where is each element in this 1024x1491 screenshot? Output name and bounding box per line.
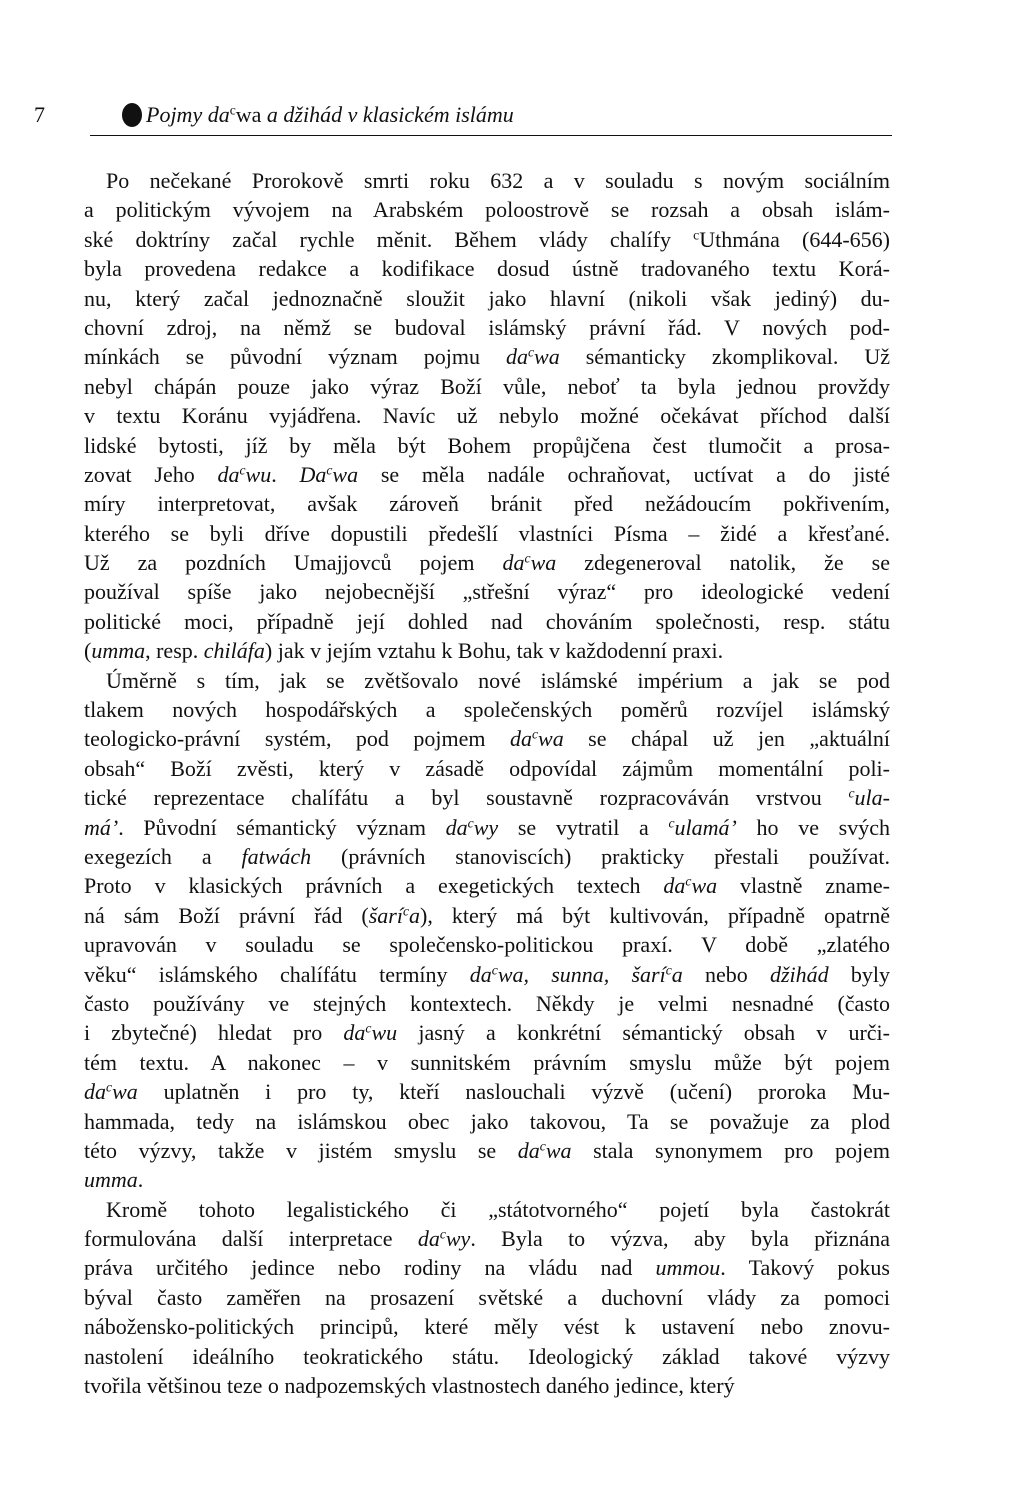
superscript-ayn: c xyxy=(665,962,672,978)
text-line xyxy=(84,754,890,783)
text-line xyxy=(84,1107,890,1136)
superscript-ayn: c xyxy=(531,726,539,742)
superscript-ayn: c xyxy=(326,462,333,478)
text-run: Proto v klasických právních a exegetických textech xyxy=(84,873,664,899)
text-run: hammada, tedy na islámskou obec jako takovou, Ta se považuje za plod xyxy=(84,1108,890,1134)
italic-term: ula- xyxy=(854,785,890,811)
text-run: býval často zaměřen na prosazení světské a duchovní vlády za pomoci xyxy=(84,1284,890,1310)
text-line xyxy=(84,372,890,401)
text-line xyxy=(84,695,890,724)
superscript-ayn: c xyxy=(239,462,246,478)
superscript-ayn: c xyxy=(467,815,474,831)
italic-term: wa, sunna, šarí xyxy=(497,961,666,987)
text-line xyxy=(84,489,890,518)
text-line xyxy=(84,313,890,342)
italic-term: da xyxy=(502,550,525,576)
text-line xyxy=(84,342,890,371)
superscript-ayn: c xyxy=(106,1079,113,1095)
italic-term: wa xyxy=(691,873,718,899)
text-line xyxy=(84,1136,890,1165)
text-line xyxy=(84,607,890,636)
text-line xyxy=(84,1195,890,1224)
italic-term: a xyxy=(671,961,683,987)
text-run: vlastně zname- xyxy=(717,873,890,899)
text-run: lidské bytosti, jíž by měla být Bohem propůjčena čest tlumočit a prosa- xyxy=(84,432,890,458)
text-run: práva určitého jedince nebo rodiny na vládu nad xyxy=(84,1255,656,1281)
text-run: Úměrně s tím, jak se zvětšovalo nové islámské impérium a jak se pod xyxy=(106,667,890,693)
italic-term: umma xyxy=(91,638,146,664)
text-run: nu, který začal jednoznačně sloužit jako hlavní (nikoli však jediný) du- xyxy=(84,285,890,311)
text-run: byly xyxy=(828,961,891,987)
text-run: upravován v souladu se společensko-politickou praxí. V době „zlatého xyxy=(84,932,890,958)
text-run: obsah“ Boží zvěsti, který v zásadě odpovídal zájmům momentální poli- xyxy=(84,755,890,781)
text-run: tém textu. A nakonec – v sunnitském právním smyslu může být pojem xyxy=(84,1049,890,1075)
text-run: politické moci, případně její dohled nad chováním společnosti, resp. státu xyxy=(84,608,890,634)
text-run: formulována další interpretace xyxy=(84,1226,418,1252)
text-line xyxy=(84,431,890,460)
text-run: Uthmána (644-656) xyxy=(699,226,890,252)
text-run: ské doktríny začal rychle měnit. Během vlády chalífy xyxy=(84,226,694,252)
text-line xyxy=(84,195,890,224)
text-run: nábožensko-politických principů, které měly vést k ustavení nebo znovu- xyxy=(84,1314,890,1340)
text-line xyxy=(84,960,890,989)
text-line xyxy=(84,1048,890,1077)
text-run: v textu Koránu vyjádřena. Navíc už nebylo možné očekávat příchod další xyxy=(84,403,890,429)
italic-term: wu xyxy=(371,1020,398,1046)
text-run: míry interpretovat, avšak zároveň bránit před nežádoucím pokřivením, xyxy=(84,491,890,517)
text-line xyxy=(84,783,890,812)
text-run: uplatněn i pro ty, kteří naslouchali výzvě (učení) proroka Mu- xyxy=(137,1079,890,1105)
superscript-ayn: c xyxy=(539,1138,546,1154)
text-run: mínkách se původní význam pojmu xyxy=(84,344,506,370)
superscript-ayn: c xyxy=(439,1226,446,1242)
italic-term: da xyxy=(663,873,686,899)
text-run: ho ve svých xyxy=(736,814,890,840)
text-line xyxy=(84,254,890,283)
text-run: . xyxy=(137,1167,144,1193)
italic-term: má’ xyxy=(84,814,119,840)
italic-term: da xyxy=(343,1020,366,1046)
text-run: kterého se byli dříve dopustili předešlí vlastníci Písma – židé a křesťané. xyxy=(84,520,890,546)
italic-term: da xyxy=(445,814,468,840)
text-line xyxy=(84,842,890,871)
text-run: nastolení ideálního teokratického státu. Ideologický základ takové výzvy xyxy=(84,1343,890,1369)
text-run: zovat Jeho xyxy=(84,461,218,487)
italic-term: wy xyxy=(445,1226,471,1252)
text-run: zdegeneroval natolik, že se xyxy=(556,550,890,576)
superscript-ayn: c xyxy=(848,785,855,801)
italic-term: chiláfa xyxy=(203,638,265,664)
italic-term: umma xyxy=(84,1167,138,1193)
text-run: ná sám Boží právní řád ( xyxy=(84,902,369,928)
text-run: věku“ islámského chalífátu termíny xyxy=(84,961,470,987)
text-run: tické reprezentace chalífátu a byl soustavně rozpracováván vrstvou xyxy=(84,785,849,811)
text-line xyxy=(84,1371,890,1400)
italic-term: da xyxy=(469,961,492,987)
italic-term: da xyxy=(217,461,240,487)
italic-term: ummou xyxy=(655,1255,721,1281)
text-line xyxy=(84,724,890,753)
text-line xyxy=(84,1224,890,1253)
superscript-ayn: c xyxy=(693,227,700,243)
text-run: tvořila většinou teze o nadpozemských vlastnostech daného jedince, který xyxy=(84,1373,735,1399)
text-line xyxy=(84,577,890,606)
text-run: se chápal už jen „aktuální xyxy=(563,726,890,752)
text-line xyxy=(84,166,890,195)
text-run: . Byla to výzva, aby byla přiznána xyxy=(470,1226,890,1252)
italic-term: da xyxy=(417,1226,440,1252)
text-run: nebo xyxy=(682,961,770,987)
text-line xyxy=(84,989,890,1018)
title-part: Pojmy da xyxy=(146,102,230,127)
text-line xyxy=(84,548,890,577)
text-line xyxy=(84,1342,890,1371)
italic-term: da xyxy=(517,1137,540,1163)
italic-term: wa xyxy=(112,1079,138,1105)
italic-term: džihád xyxy=(770,961,829,987)
italic-term: ulamá’ xyxy=(674,814,737,840)
text-run: exegezích a xyxy=(84,843,242,869)
text-line xyxy=(84,1018,890,1047)
title-part: wa xyxy=(235,102,262,127)
italic-term: wa xyxy=(545,1137,572,1163)
header-rule xyxy=(90,135,892,136)
text-line xyxy=(84,871,890,900)
text-run: se vytratil a xyxy=(498,814,669,840)
text-line xyxy=(84,1312,890,1341)
text-run: . xyxy=(271,461,300,487)
text-run: byla provedena redakce a kodifikace dosud ústně tradovaného textu Korá- xyxy=(84,256,890,282)
text-run: . Takový pokus xyxy=(720,1255,890,1281)
bullet-dot-icon xyxy=(122,103,142,127)
text-run: ), který má být kultivován, případně opatrně xyxy=(420,902,890,928)
italic-term: da xyxy=(505,344,528,370)
text-run: používal spíše jako nejobecnější „střešní výraz“ pro ideologické vedení xyxy=(84,579,890,605)
italic-term: wa xyxy=(534,344,560,370)
italic-term: da xyxy=(84,1079,106,1105)
text-run: jasný a konkrétní sémantický obsah v urči- xyxy=(397,1020,890,1046)
title-part: a džihád v klasickém islámu xyxy=(261,102,514,127)
text-run: Po nečekané Prorokově smrti roku 632 a v souladu s novým sociálním xyxy=(106,168,890,193)
title-superscript: c xyxy=(229,102,236,118)
running-title xyxy=(146,100,514,130)
italic-term: wy xyxy=(473,814,499,840)
text-line xyxy=(84,813,890,842)
italic-term: wa xyxy=(538,726,564,752)
text-line xyxy=(84,1253,890,1282)
superscript-ayn: c xyxy=(524,550,531,566)
superscript-ayn: c xyxy=(685,873,692,889)
superscript-ayn: c xyxy=(527,344,535,360)
text-run: , resp. xyxy=(145,638,204,664)
text-run: často používány ve stejných kontextech. Někdy je velmi nesnadné (často xyxy=(84,990,890,1016)
text-line xyxy=(84,1077,890,1106)
text-run: se měla nadále ochraňovat, uctívat a do jisté xyxy=(358,461,891,487)
italic-term: šarí xyxy=(368,902,403,928)
text-run: i zbytečné) hledat pro xyxy=(84,1020,344,1046)
text-line xyxy=(84,1165,890,1194)
superscript-ayn: c xyxy=(491,962,498,978)
text-line xyxy=(84,901,890,930)
italic-term: fatwách xyxy=(241,843,312,869)
text-run: stala synonymem pro pojem xyxy=(571,1137,890,1163)
italic-term: wu xyxy=(245,461,272,487)
text-line xyxy=(84,401,890,430)
text-line xyxy=(84,225,890,254)
page-number: 7 xyxy=(34,102,45,127)
text-run: této výzvy, takže v jistém smyslu se xyxy=(84,1137,518,1163)
text-line xyxy=(84,1283,890,1312)
text-run: . Původní sémantický význam xyxy=(118,814,446,840)
text-run: Kromě tohoto legalistického či „státotvorného“ pojetí byla častokrát xyxy=(106,1196,890,1222)
text-run: ( xyxy=(84,638,92,664)
superscript-ayn: c xyxy=(402,903,410,919)
italic-term: Da xyxy=(299,461,327,487)
text-line xyxy=(84,284,890,313)
superscript-ayn: c xyxy=(365,1020,372,1036)
text-line xyxy=(84,636,890,665)
text-line xyxy=(84,666,890,695)
text-run: nebyl chápán pouze jako výraz Boží vůle, neboť ta byla jednou provždy xyxy=(84,373,890,399)
text-run: Už za pozdních Umajjovců pojem xyxy=(84,550,503,576)
text-run: a politickým vývojem na Arabském poloostrově se rozsah a obsah islám- xyxy=(84,197,890,223)
running-header xyxy=(34,100,890,134)
text-run: teologicko-právní systém, pod pojmem xyxy=(84,726,510,752)
text-line xyxy=(84,519,890,548)
text-line xyxy=(84,460,890,489)
superscript-ayn: c xyxy=(668,815,675,831)
italic-term: wa xyxy=(332,461,359,487)
text-run: sémanticky zkomplikoval. Už xyxy=(559,344,891,370)
italic-term: wa xyxy=(530,550,557,576)
text-line xyxy=(84,930,890,959)
text-run: ) jak v jejím vztahu k Bohu, tak v každodenní praxi. xyxy=(264,638,724,664)
text-run: (právních stanoviscích) prakticky přestali používat. xyxy=(311,843,890,869)
italic-term: da xyxy=(509,726,532,752)
body-text xyxy=(84,166,890,1400)
italic-term: a xyxy=(409,902,421,928)
text-run: tlakem nových hospodářských a společenských poměrů rozvíjel islámský xyxy=(84,697,890,723)
text-run: chovní zdroj, na němž se budoval islámský právní řád. V nových pod- xyxy=(84,314,890,340)
